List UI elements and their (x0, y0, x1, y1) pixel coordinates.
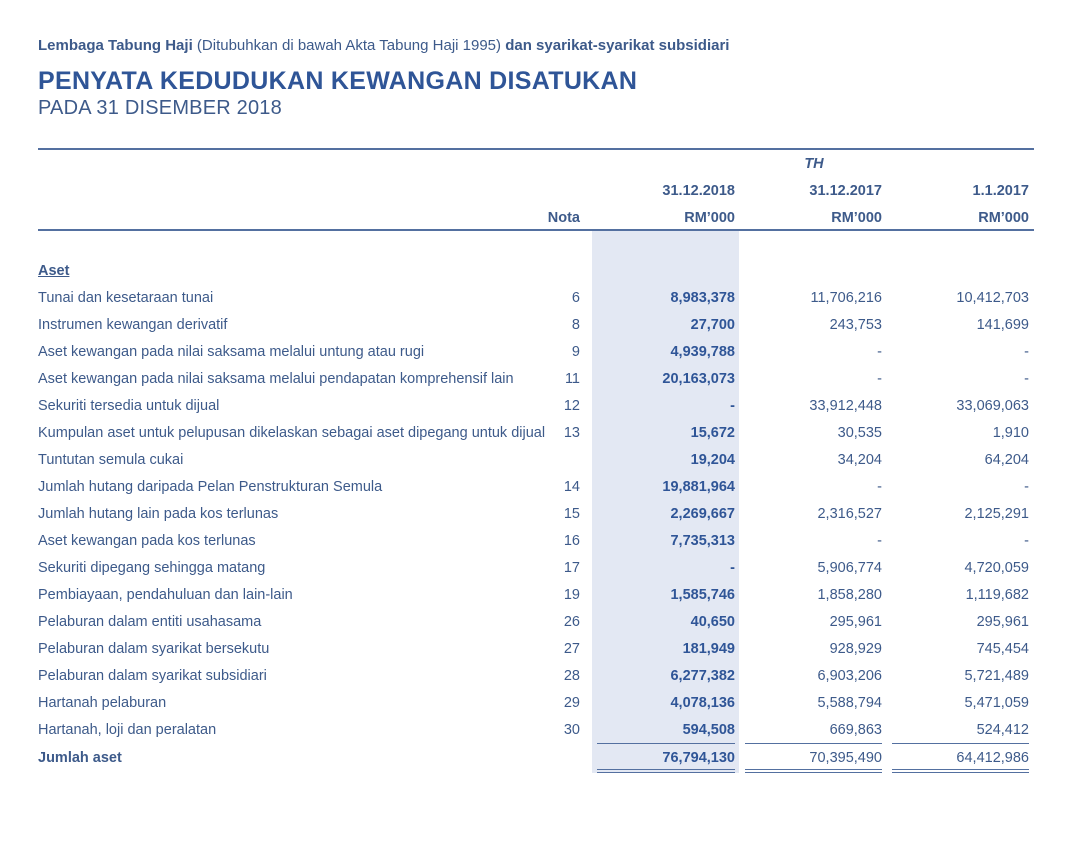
row-value-2017-jan: - (1024, 371, 1029, 387)
row-value-2017: 11,706,216 (810, 290, 882, 306)
row-label: Aset kewangan pada nilai saksama melalui pendapatan komprehensif lain (38, 371, 514, 387)
row-value-2018: 27,700 (690, 317, 735, 333)
row-nota: 14 (563, 479, 580, 495)
row-label: Aset kewangan pada nilai saksama melalui untung atau rugi (38, 344, 425, 360)
col-nota: Nota (547, 210, 580, 226)
table-row (0, 533, 1080, 560)
row-label: Tunai dan kesetaraan tunai (38, 290, 214, 306)
col-unit-2018: RM’000 (684, 210, 735, 226)
col-unit-2017-jan: RM’000 (978, 210, 1029, 226)
row-nota: 26 (563, 614, 580, 630)
subtotal-line-2017 (745, 743, 882, 744)
section-title-aset: Aset (38, 263, 70, 279)
row-nota: 19 (563, 587, 580, 603)
row-value-2018: 15,672 (690, 425, 735, 441)
row-value-2017: 2,316,527 (817, 506, 882, 522)
col-date-2018: 31.12.2018 (662, 183, 735, 199)
row-value-2018: 181,949 (682, 641, 735, 657)
table-row (0, 479, 1080, 506)
row-value-2017: 295,961 (829, 614, 882, 630)
row-value-2017-jan: 295,961 (976, 614, 1029, 630)
row-value-2018: 6,277,382 (670, 668, 735, 684)
double-line-2017-b (745, 772, 882, 773)
row-nota: 8 (571, 317, 580, 333)
row-label: Tuntutan semula cukai (38, 452, 184, 468)
row-nota: 17 (563, 560, 580, 576)
row-value-2018: - (730, 560, 735, 576)
row-value-2017-jan: 2,125,291 (964, 506, 1029, 522)
row-value-2017: 6,903,206 (817, 668, 882, 684)
row-label: Pelaburan dalam syarikat subsidiari (38, 668, 267, 684)
total-label: Jumlah aset (38, 750, 122, 766)
row-value-2017-jan: - (1024, 344, 1029, 360)
row-nota: 6 (571, 290, 580, 306)
group-header: TH (804, 156, 824, 172)
row-value-2018: 594,508 (682, 722, 735, 738)
row-label: Pelaburan dalam syarikat bersekutu (38, 641, 270, 657)
row-value-2017: 928,929 (829, 641, 882, 657)
table-row (0, 290, 1080, 317)
row-nota: 13 (563, 425, 580, 441)
table-row (0, 614, 1080, 641)
table-row (0, 668, 1080, 695)
row-nota: 16 (563, 533, 580, 549)
table-row (0, 722, 1080, 749)
row-label: Hartanah, loji dan peralatan (38, 722, 217, 738)
table-row (0, 425, 1080, 452)
col-unit-2017: RM’000 (831, 210, 882, 226)
row-value-2017-jan: - (1024, 479, 1029, 495)
double-line-2018-b (597, 772, 735, 773)
row-label: Sekuriti tersedia untuk dijual (38, 398, 220, 414)
row-value-2018: 7,735,313 (670, 533, 735, 549)
double-line-2017-jan-a (892, 769, 1029, 770)
row-nota: 29 (563, 695, 580, 711)
row-value-2017-jan: 745,454 (976, 641, 1029, 657)
row-value-2018: 19,881,964 (662, 479, 735, 495)
row-value-2017-jan: 1,910 (992, 425, 1029, 441)
table-row (0, 587, 1080, 614)
total-value-2017-jan: 64,412,986 (956, 750, 1029, 766)
subtotal-line-2017-jan (892, 743, 1029, 744)
total-value-2017: 70,395,490 (809, 750, 882, 766)
table-row (0, 560, 1080, 587)
row-nota: 15 (563, 506, 580, 522)
row-nota: 28 (563, 668, 580, 684)
double-line-2017-a (745, 769, 882, 770)
row-value-2018: 40,650 (690, 614, 735, 630)
table-row (0, 452, 1080, 479)
row-nota: 9 (571, 344, 580, 360)
row-value-2018: 4,939,788 (670, 344, 735, 360)
row-value-2017: 243,753 (829, 317, 882, 333)
row-value-2017-jan: 5,471,059 (964, 695, 1029, 711)
organization-tail: dan syarikat-syarikat subsidiari (505, 37, 730, 54)
header-rule (38, 229, 1034, 231)
row-nota: 12 (563, 398, 580, 414)
row-value-2017: 33,912,448 (809, 398, 882, 414)
subtotal-line-2018 (597, 743, 735, 744)
top-rule (38, 148, 1034, 150)
row-label: Kumpulan aset untuk pelupusan dikelaskan sebagai aset dipegang untuk dijual (38, 425, 546, 441)
row-value-2017-jan: 64,204 (984, 452, 1029, 468)
row-label: Aset kewangan pada kos terlunas (38, 533, 256, 549)
row-value-2017: - (877, 479, 882, 495)
row-value-2017: 30,535 (837, 425, 882, 441)
table-row (0, 317, 1080, 344)
row-value-2017: 669,863 (829, 722, 882, 738)
row-label: Pelaburan dalam entiti usahasama (38, 614, 262, 630)
row-nota: 30 (563, 722, 580, 738)
total-value-2018: 76,794,130 (662, 750, 735, 766)
statement-date: PADA 31 DISEMBER 2018 (38, 97, 282, 119)
row-value-2017-jan: 5,721,489 (964, 668, 1029, 684)
row-value-2018: - (730, 398, 735, 414)
double-line-2017-jan-b (892, 772, 1029, 773)
row-value-2018: 2,269,667 (670, 506, 735, 522)
row-value-2017: 5,906,774 (817, 560, 882, 576)
row-value-2017-jan: 33,069,063 (956, 398, 1029, 414)
row-value-2018: 4,078,136 (670, 695, 735, 711)
statement-title: PENYATA KEDUDUKAN KEWANGAN DISATUKAN (38, 67, 638, 95)
row-value-2018: 19,204 (690, 452, 735, 468)
row-value-2017: - (877, 371, 882, 387)
col-date-2017: 31.12.2017 (809, 183, 882, 199)
row-label: Sekuriti dipegang sehingga matang (38, 560, 266, 576)
table-row (0, 506, 1080, 533)
row-value-2017: 1,858,280 (817, 587, 882, 603)
col-date-2017-jan: 1.1.2017 (972, 183, 1029, 199)
row-label: Pembiayaan, pendahuluan dan lain-lain (38, 587, 293, 603)
table-row (0, 695, 1080, 722)
row-value-2018: 8,983,378 (670, 290, 735, 306)
row-value-2017-jan: 1,119,682 (965, 587, 1029, 603)
row-label: Jumlah hutang lain pada kos terlunas (38, 506, 279, 522)
organization-note: (Ditubuhkan di bawah Akta Tabung Haji 1995) (196, 37, 502, 54)
organization-line (38, 37, 729, 54)
row-value-2017-jan: 4,720,059 (964, 560, 1029, 576)
table-row (0, 398, 1080, 425)
double-line-2018-a (597, 769, 735, 770)
row-value-2017-jan: 524,412 (976, 722, 1029, 738)
row-value-2017: - (877, 533, 882, 549)
table-row (0, 371, 1080, 398)
table-row (0, 641, 1080, 668)
row-value-2017: 34,204 (837, 452, 882, 468)
row-value-2017-jan: 10,412,703 (956, 290, 1029, 306)
row-nota: 27 (563, 641, 580, 657)
row-value-2017-jan: - (1024, 533, 1029, 549)
row-nota: 11 (564, 371, 580, 387)
row-value-2017-jan: 141,699 (976, 317, 1029, 333)
row-label: Instrumen kewangan derivatif (38, 317, 228, 333)
row-label: Hartanah pelaburan (38, 695, 167, 711)
row-value-2018: 20,163,073 (662, 371, 735, 387)
row-label: Jumlah hutang daripada Pelan Penstrukturan Semula (38, 479, 383, 495)
table-row (0, 344, 1080, 371)
organization-name: Lembaga Tabung Haji (38, 37, 193, 54)
row-value-2017: - (877, 344, 882, 360)
row-value-2018: 1,585,746 (670, 587, 735, 603)
row-value-2017: 5,588,794 (817, 695, 882, 711)
